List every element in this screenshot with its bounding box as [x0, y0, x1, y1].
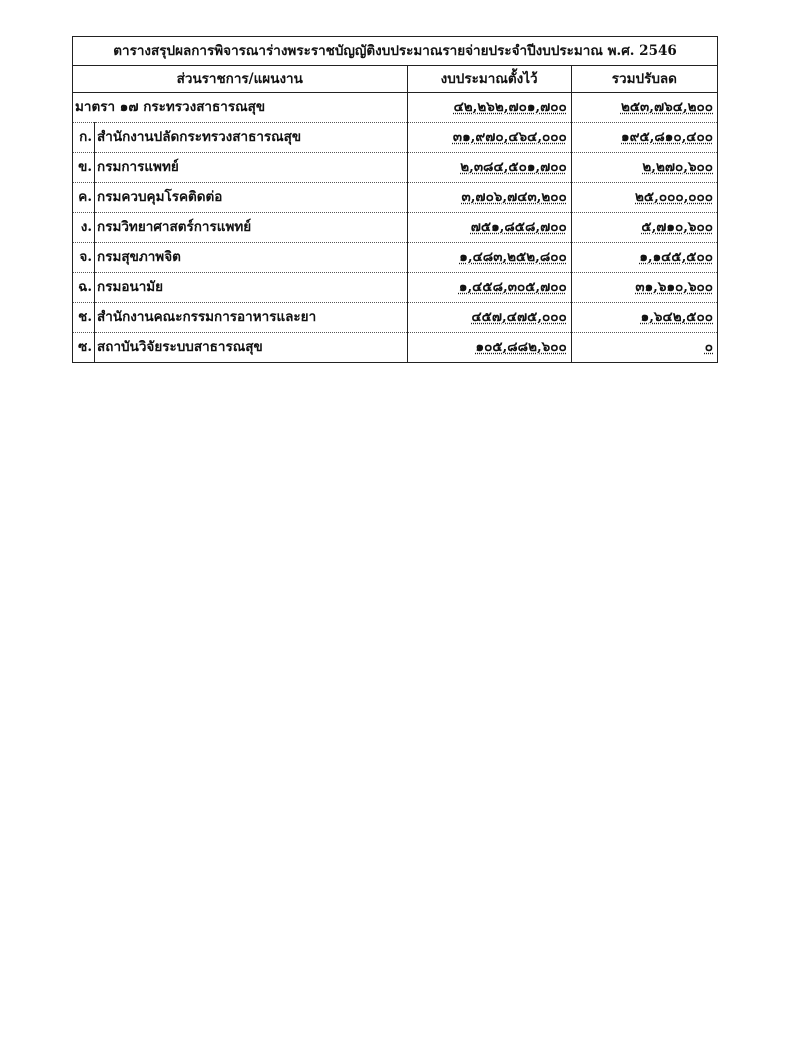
row-cut: [571, 333, 717, 363]
row-code: ซ.: [73, 333, 95, 363]
row-cut-value: ๒,๒๗๐,๖๐๐: [642, 159, 713, 175]
row-name: สำนักงานปลัดกระทรวงสาธารณสุข: [95, 123, 407, 153]
row-budget: [407, 123, 571, 153]
row-code: ค.: [73, 183, 95, 213]
header-budget: งบประมาณตั้งไว้: [407, 66, 571, 93]
row-budget: [407, 333, 571, 363]
table-row: [73, 153, 718, 183]
row-budget: [407, 153, 571, 183]
row-budget-value: ๑,๔๕๘,๓๐๕,๗๐๐: [458, 279, 567, 295]
row-cut: [571, 273, 717, 303]
row-budget: [407, 303, 571, 333]
row-name: สถาบันวิจัยระบบสาธารณสุข: [95, 333, 407, 363]
row-budget-value: ๓,๗๐๖,๗๔๓,๒๐๐: [461, 189, 567, 205]
row-budget-value: ๔๕๗,๔๗๕,๐๐๐: [471, 309, 567, 325]
row-budget-value: ๓๑,๙๗๐,๔๖๔,๐๐๐: [452, 129, 567, 145]
row-budget: [407, 213, 571, 243]
row-code: ก.: [73, 123, 95, 153]
row-cut-value: ๑,๖๔๒,๕๐๐: [640, 309, 713, 325]
table-row: [73, 333, 718, 363]
table-row: [73, 213, 718, 243]
header-row: [73, 66, 718, 93]
section-budget-value: ๔๒,๒๖๒,๗๐๑,๗๐๐: [453, 99, 567, 115]
table-title: ตารางสรุปผลการพิจารณาร่างพระราชบัญญัติงบประมาณรายจ่ายประจำปีงบประมาณ พ.ศ. 2546: [73, 37, 718, 66]
header-unit: ส่วนราชการ/แผนงาน: [73, 66, 408, 93]
row-budget: [407, 243, 571, 273]
section-cut-value: ๒๕๓,๗๖๔,๒๐๐: [620, 99, 713, 115]
row-cut: [571, 123, 717, 153]
row-cut: [571, 183, 717, 213]
row-budget: [407, 273, 571, 303]
row-name: กรมอนามัย: [95, 273, 407, 303]
row-cut-value: ๑๙๕,๘๑๐,๔๐๐: [621, 129, 713, 145]
table-row: [73, 273, 718, 303]
row-cut: [571, 213, 717, 243]
header-cut: รวมปรับลด: [571, 66, 717, 93]
row-cut: [571, 243, 717, 273]
row-cut-value: ๒๕,๐๐๐,๐๐๐: [635, 189, 713, 205]
row-cut: [571, 153, 717, 183]
title-row: [73, 37, 718, 66]
row-name: สำนักงานคณะกรรมการอาหารและยา: [95, 303, 407, 333]
table-row: [73, 243, 718, 273]
row-budget: [407, 183, 571, 213]
row-code: ข.: [73, 153, 95, 183]
table-row: [73, 183, 718, 213]
row-name: กรมวิทยาศาสตร์การแพทย์: [95, 213, 407, 243]
row-code: ง.: [73, 213, 95, 243]
row-cut-value: ๑,๑๔๕,๕๐๐: [639, 249, 713, 265]
table-row: [73, 303, 718, 333]
row-code: จ.: [73, 243, 95, 273]
row-budget-value: ๗๕๑,๘๕๘,๗๐๐: [470, 219, 567, 235]
row-name: กรมควบคุมโรคติดต่อ: [95, 183, 407, 213]
row-name: กรมการแพทย์: [95, 153, 407, 183]
row-cut-value: ๕,๗๑๐,๖๐๐: [641, 219, 713, 235]
row-cut: [571, 303, 717, 333]
row-budget-value: ๑๐๕,๘๘๒,๖๐๐: [475, 339, 567, 355]
row-cut-value: ๐: [704, 339, 713, 355]
budget-summary-table: [72, 36, 718, 363]
row-code: ฉ.: [73, 273, 95, 303]
row-budget-value: ๒,๓๘๔,๕๐๑,๗๐๐: [460, 159, 567, 175]
row-budget-value: ๑,๔๘๓,๒๕๒,๘๐๐: [459, 249, 567, 265]
row-code: ช.: [73, 303, 95, 333]
row-cut-value: ๓๑,๖๑๐,๖๐๐: [635, 279, 713, 295]
row-name: กรมสุขภาพจิต: [95, 243, 407, 273]
section-cut: [571, 93, 717, 123]
section-budget: [407, 93, 571, 123]
section-label: มาตรา ๑๗ กระทรวงสาธารณสุข: [73, 93, 408, 123]
section-row: [73, 93, 718, 123]
table-row: [73, 123, 718, 153]
